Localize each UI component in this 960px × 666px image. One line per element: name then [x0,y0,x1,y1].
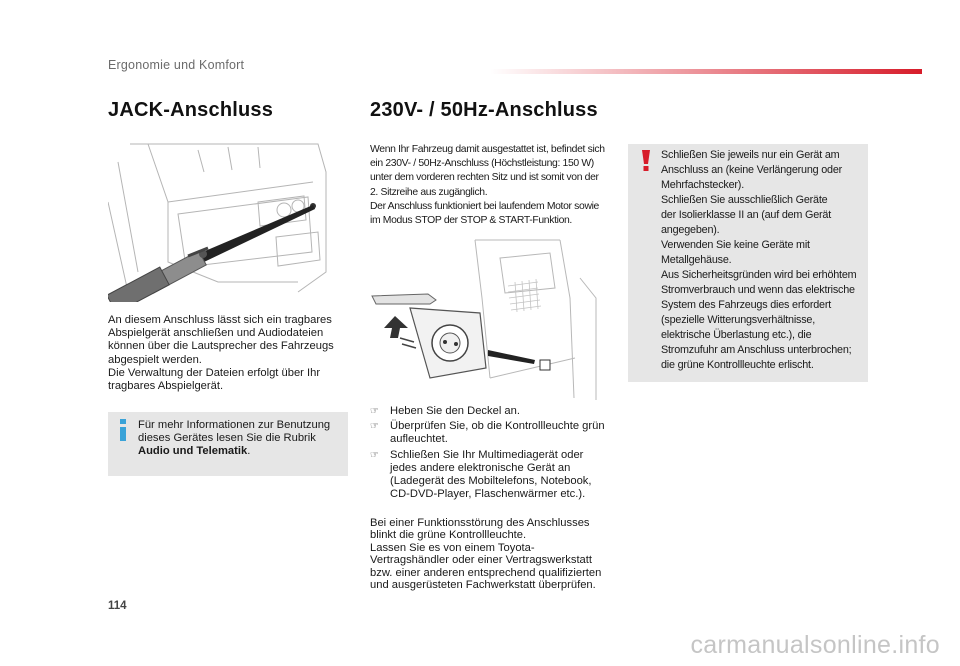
socket-intro-line: im Modus STOP der STOP & START-Funktion. [370,215,572,227]
info-icon [117,418,129,442]
warning-text [661,148,865,373]
jack-title: JACK-Anschluss [108,99,274,121]
step-line: jedes andere elektronische Gerät an [390,461,571,474]
warning-line: die grüne Kontrollleuchte erlischt. [661,359,814,371]
bullet-icon: ☞ [370,421,379,433]
list-item [370,405,615,418]
warning-line: (spezielle Witterungsverhältnisse, [661,314,816,326]
warning-line: angegeben). [661,224,720,236]
warning-line: System des Fahrzeugs dies erfordert [661,299,832,311]
step-line: Schließen Sie Ihr Multimediagerät oder [390,448,584,461]
watermark: carmanualsonline.info [690,631,940,659]
step-line: (Ladegerät des Mobiltelefons, Notebook, [390,475,592,488]
header-accent-bar [490,69,922,74]
bullet-icon: ☞ [370,449,379,461]
info-note-line: Für mehr Informationen zur Benutzung [138,419,331,431]
socket-intro-line: unter dem vorderen rechten Sitz und ist somit von der [370,172,599,184]
socket-steps-list [370,405,615,503]
jack-description-line: An diesem Anschluss lässt sich ein tragbares [108,314,332,326]
step-line: CD-DVD-Player, Flaschenwärmer etc.). [390,488,586,501]
list-item [370,420,615,446]
step-line: aufleuchtet. [390,433,448,446]
info-note-box [108,412,348,476]
bullet-icon: ☞ [370,406,379,417]
info-note-reference: Audio und Telematik [138,445,248,458]
jack-description-line: abgespielt werden. [108,353,202,366]
warning-line: Stromzufuhr am Anschluss unterbrochen; [661,344,852,356]
warning-line: Mehrfachstecker). [661,179,745,191]
warning-line: Schließen Sie ausschließlich Geräte [661,194,828,206]
malfunction-note [370,517,620,591]
jack-connector-illustration [108,142,330,302]
socket-title: 230V- / 50Hz-Anschluss [370,99,598,121]
info-note-text [138,419,338,459]
warning-line: Aus Sicherheitsgründen wird bei erhöhtem [661,269,857,281]
malfunction-line: Bei einer Funktionsstörung des Anschlusses [370,517,590,529]
list-item [370,449,615,502]
warning-line: elektrische Überlastung etc.), die [661,329,812,341]
socket-illustration [370,238,600,402]
malfunction-line: Vertragshändler oder einer Vertragswerkstatt [370,554,593,567]
warning-line: der Isolierklasse II an (auf dem Gerät [661,209,832,221]
exclamation-icon [641,148,651,177]
socket-intro-line: ein 230V- / 50Hz-Anschluss (Höchstleistung: 150 W) [370,158,594,170]
warning-line: Stromverbrauch und wenn das elektrische [661,284,855,296]
info-note-end: . [247,445,251,458]
step-line: Heben Sie den Deckel an. [390,405,520,417]
info-note-line: dieses Gerätes lesen Sie die Rubrik [138,432,316,445]
jack-description-line: können über die Lautsprecher des Fahrzeugs [108,340,334,353]
jack-description-line: Abspielgerät anschließen und Audiodateien [108,327,324,340]
warning-line: Schließen Sie jeweils nur ein Gerät am [661,149,840,161]
socket-intro-line: Der Anschluss funktioniert bei laufendem Motor sowie [370,200,599,212]
malfunction-line: und ausgerüsteten Fachwerkstatt überprüfen. [370,579,596,592]
malfunction-line: Lassen Sie es von einem Toyota- [370,541,535,554]
warning-line: Metallgehäuse. [661,254,732,266]
warning-line: Verwenden Sie keine Geräte mit [661,239,810,251]
malfunction-line: blinkt die grüne Kontrollleuchte. [370,529,527,542]
socket-intro-line: Wenn Ihr Fahrzeug damit ausgestattet ist, befindet sich [370,144,605,155]
socket-intro [370,143,620,228]
warning-box [628,144,868,382]
malfunction-line: bzw. einer anderen entsprechend qualifizierten [370,566,602,579]
jack-description-line: tragbares Abspielgerät. [108,380,224,393]
jack-description-line: Die Verwaltung der Dateien erfolgt über Ihr [108,366,321,379]
warning-line: Anschluss an (keine Verlängerung oder [661,164,843,176]
socket-intro-line: 2. Sitzreihe aus zugänglich. [370,186,488,198]
jack-description [108,314,348,393]
step-line: Überprüfen Sie, ob die Kontrollleuchte grün [390,420,605,433]
page-number: 114 [108,600,127,612]
section-title: Ergonomie und Komfort [108,58,245,72]
